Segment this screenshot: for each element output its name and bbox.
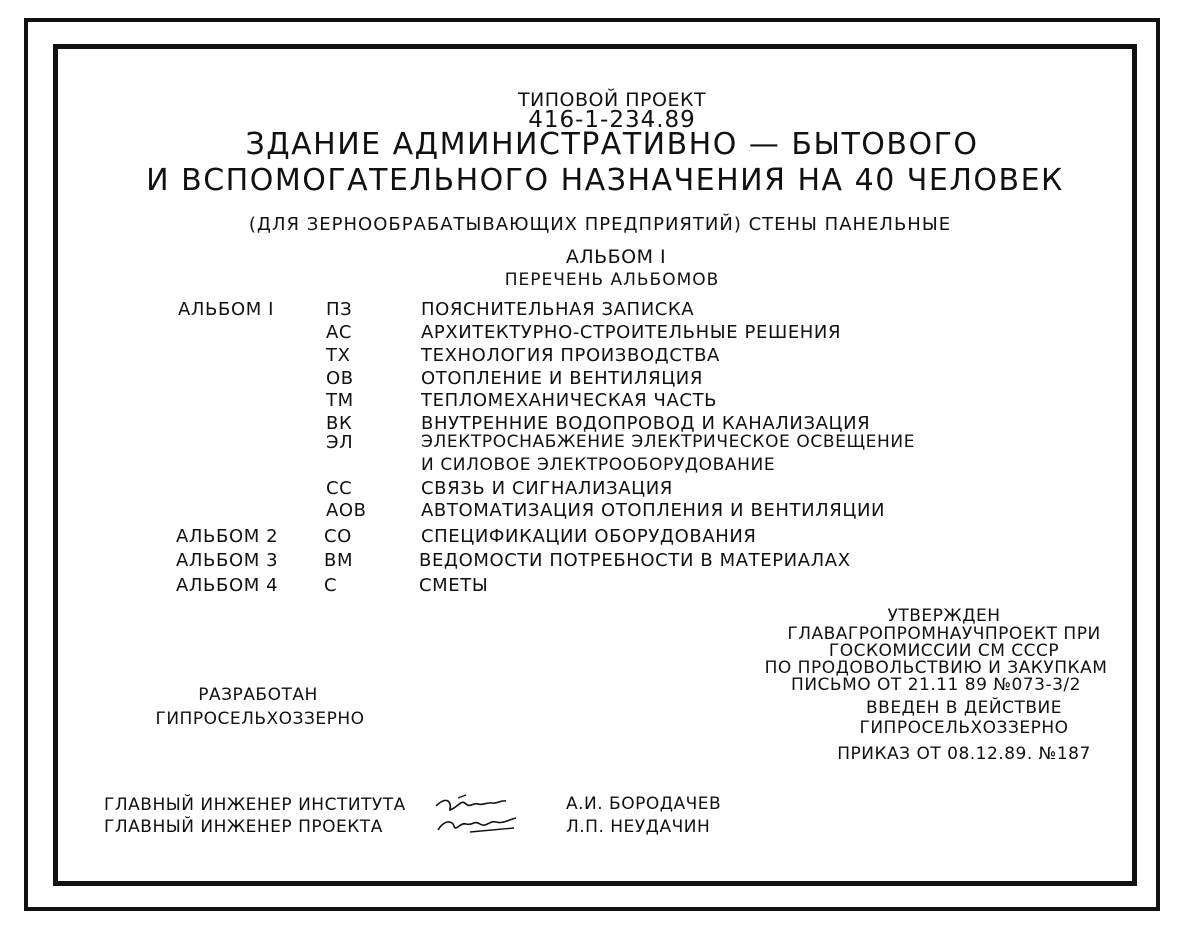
subtitle: (ДЛЯ ЗЕРНООБРАБАТЫВАЮЩИХ ПРЕДПРИЯТИЙ) СТЕНЫ ПАНЕЛЬНЫЕ xyxy=(248,214,952,235)
list-title: ПЕРЕЧЕНЬ АЛЬБОМОВ xyxy=(504,270,720,290)
section-name: ТЕХНОЛОГИЯ ПРОИЗВОДСТВА xyxy=(421,345,720,366)
signature-name: Л.П. НЕУДАЧИН xyxy=(566,817,711,837)
section-name: СМЕТЫ xyxy=(419,575,489,596)
approval-line: ПИСЬМО ОТ 21.11 89 №073-3/2 xyxy=(791,675,1081,695)
signature-role: ГЛАВНЫЙ ИНЖЕНЕР ПРОЕКТА xyxy=(104,817,383,837)
section-name: ВЕДОМОСТИ ПОТРЕБНОСТИ В МАТЕРИАЛАХ xyxy=(419,550,851,571)
developer-line2: ГИПРОСЕЛЬХОЗЗЕРНО xyxy=(155,709,365,729)
approval-line: УТВЕРЖДЕН xyxy=(887,606,1001,626)
project-number: 416-1-234.89 xyxy=(528,107,696,133)
section-code: ВК xyxy=(326,413,353,434)
handwritten-signature-1 xyxy=(430,790,520,836)
signature-role: ГЛАВНЫЙ ИНЖЕНЕР ИНСТИТУТА xyxy=(104,795,406,815)
developer-line1: РАЗРАБОТАН xyxy=(198,685,318,705)
album-label: АЛЬБОМ I xyxy=(565,246,667,268)
section-name: СПЕЦИФИКАЦИИ ОБОРУДОВАНИЯ xyxy=(421,526,757,547)
approval-line: ПО ПРОДОВОЛЬСТВИЮ И ЗАКУПКАМ xyxy=(764,658,1108,678)
album-number: АЛЬБОМ 3 xyxy=(176,550,279,571)
section-code: АОВ xyxy=(326,500,367,521)
album-number: АЛЬБОМ 4 xyxy=(176,575,279,596)
section-code: ТХ xyxy=(326,345,351,366)
section-name: ПОЯСНИТЕЛЬНАЯ ЗАПИСКА xyxy=(421,299,695,320)
approval-line: ГИПРОСЕЛЬХОЗЗЕРНО xyxy=(859,718,1069,738)
section-code: ОВ xyxy=(326,368,354,389)
section-name: СВЯЗЬ И СИГНАЛИЗАЦИЯ xyxy=(421,478,673,499)
album-number: АЛЬБОМ 2 xyxy=(176,526,279,547)
section-code: С xyxy=(324,575,338,596)
section-code: ЭЛ xyxy=(326,432,354,453)
section-name: ОТОПЛЕНИЕ И ВЕНТИЛЯЦИЯ xyxy=(421,368,703,389)
title-line2: И ВСПОМОГАТЕЛЬНОГО НАЗНАЧЕНИЯ НА 40 ЧЕЛОВЕК xyxy=(146,163,1064,198)
section-code: ПЗ xyxy=(326,299,353,320)
signature-name: А.И. БОРОДАЧЕВ xyxy=(566,794,722,814)
section-name: АВТОМАТИЗАЦИЯ ОТОПЛЕНИЯ И ВЕНТИЛЯЦИИ xyxy=(421,500,886,521)
approval-line: ПРИКАЗ ОТ 08.12.89. №187 xyxy=(837,744,1091,764)
approval-line: ГОСКОМИССИИ СМ СССР xyxy=(828,641,1060,661)
section-code: СС xyxy=(326,478,353,499)
section-code: ТМ xyxy=(326,390,354,411)
section-code: АС xyxy=(326,322,353,343)
approval-line: ВВЕДЕН В ДЕЙСТВИЕ xyxy=(866,698,1062,718)
album-number: АЛЬБОМ I xyxy=(178,299,275,320)
section-code: СО xyxy=(324,526,352,547)
title-line1: ЗДАНИЕ АДМИНИСТРАТИВНО — БЫТОВОГО xyxy=(245,127,979,162)
section-name: ЭЛЕКТРОСНАБЖЕНИЕ ЭЛЕКТРИЧЕСКОЕ ОСВЕЩЕНИЕ xyxy=(421,432,916,452)
project-type: ТИПОВОЙ ПРОЕКТ xyxy=(517,89,707,111)
section-name: И СИЛОВОЕ ЭЛЕКТРООБОРУДОВАНИЕ xyxy=(421,455,776,475)
approval-line: ГЛАВАГРОПРОМНАУЧПРОЕКТ ПРИ xyxy=(787,624,1101,644)
section-name: АРХИТЕКТУРНО-СТРОИТЕЛЬНЫЕ РЕШЕНИЯ xyxy=(421,322,842,343)
section-name: ТЕПЛОМЕХАНИЧЕСКАЯ ЧАСТЬ xyxy=(421,390,718,411)
section-name: ВНУТРЕННИЕ ВОДОПРОВОД И КАНАЛИЗАЦИЯ xyxy=(421,413,871,434)
section-code: ВМ xyxy=(324,550,354,571)
